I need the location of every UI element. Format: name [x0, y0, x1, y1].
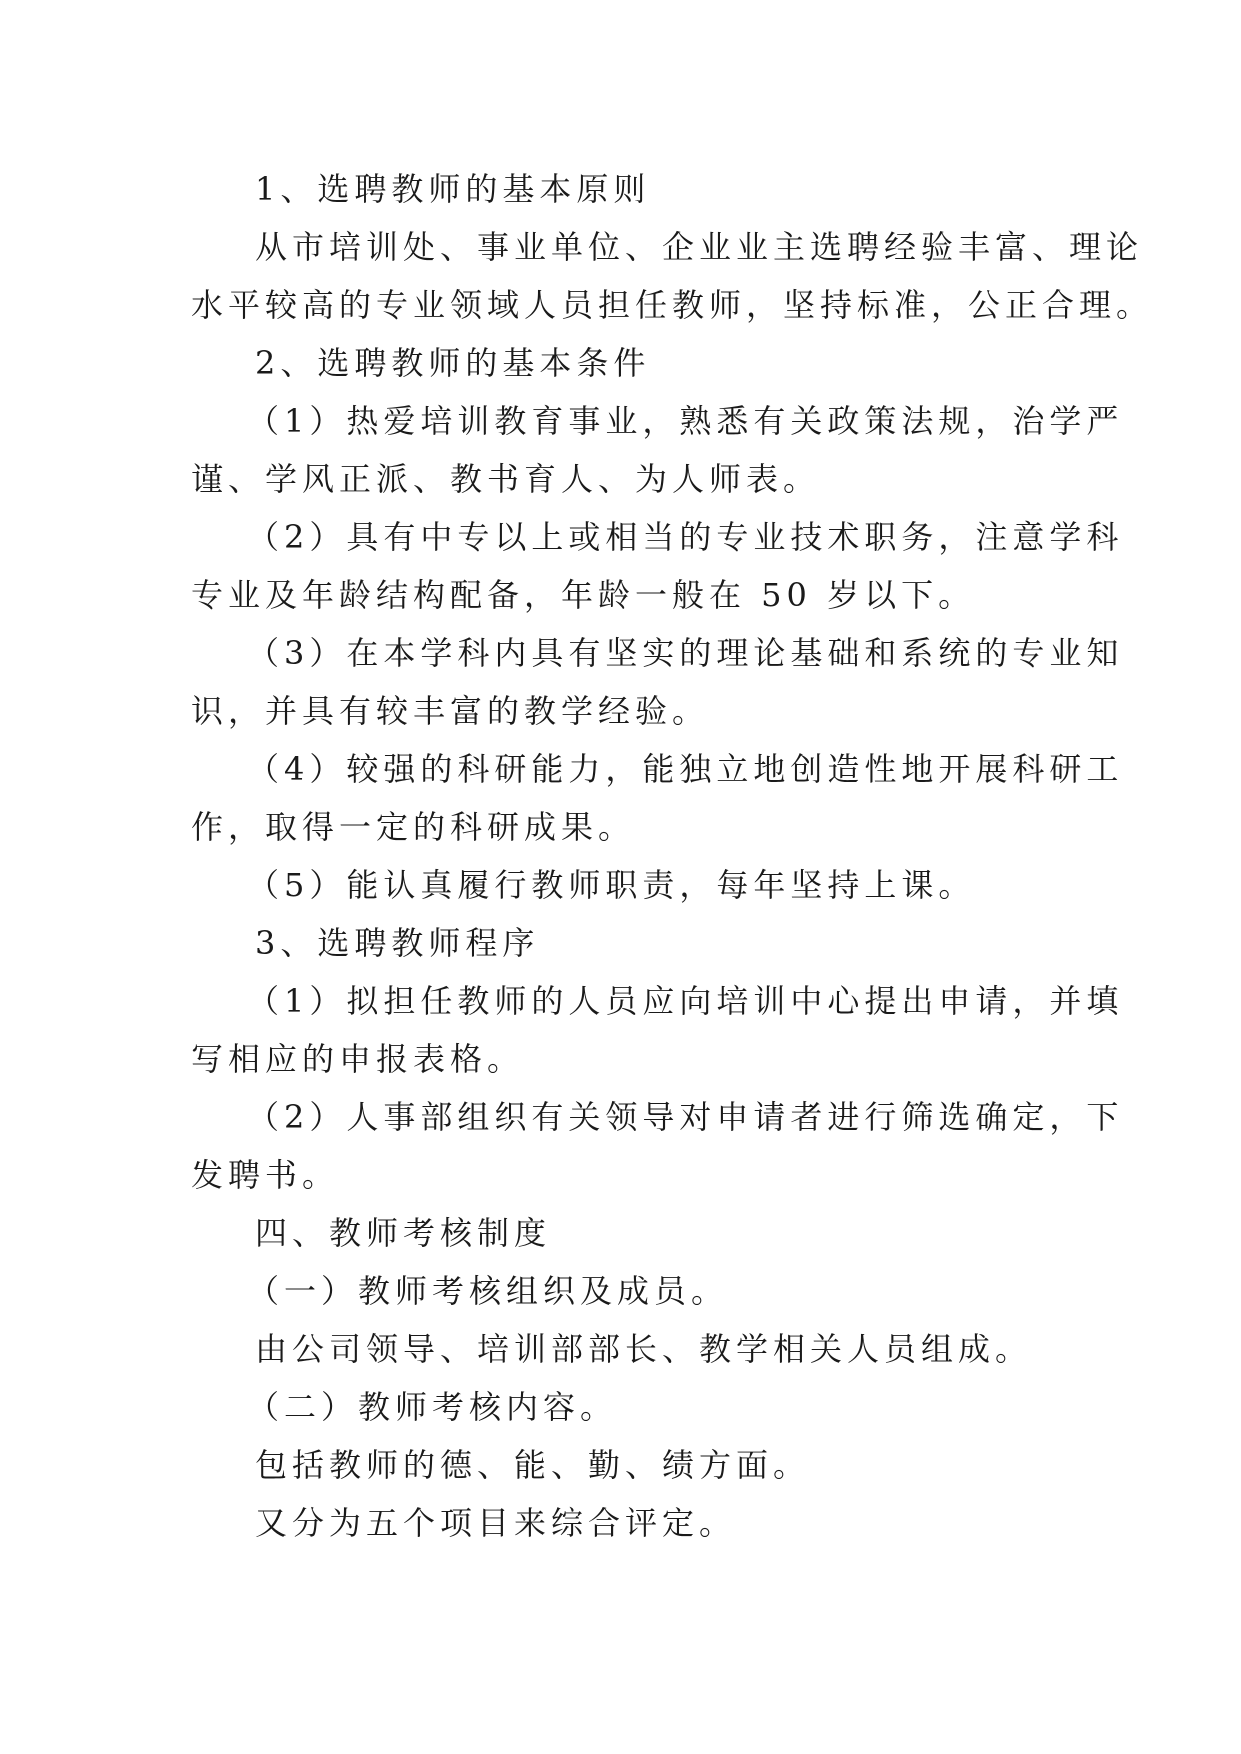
paragraph-line: 识，并具有较丰富的教学经验。 [191, 692, 710, 730]
paragraph-line: 2、选聘教师的基本条件 [255, 344, 651, 382]
paragraph-line: （2）具有中专以上或相当的专业技术职务，注意学科 [247, 518, 1124, 556]
paragraph-line: 3、选聘教师程序 [255, 924, 540, 962]
paragraph-line: 写相应的申报表格。 [191, 1040, 525, 1078]
paragraph-line: 由公司领导、培训部部长、教学相关人员组成。 [255, 1330, 1033, 1368]
paragraph-line: （4）较强的科研能力，能独立地创造性地开展科研工 [247, 750, 1124, 788]
paragraph-line: 谨、学风正派、教书育人、为人师表。 [191, 460, 821, 498]
subsection-heading: （一）教师考核组织及成员。 [247, 1272, 729, 1310]
subsection-heading: （二）教师考核内容。 [247, 1388, 618, 1426]
paragraph-line: 专业及年龄结构配备，年龄一般在 50 岁以下。 [191, 576, 976, 614]
paragraph-line: （1）热爱培训教育事业，熟悉有关政策法规，治学严 [247, 402, 1124, 440]
paragraph-line: 作，取得一定的科研成果。 [191, 808, 636, 846]
paragraph-line: 水平较高的专业领域人员担任教师，坚持标准，公正合理。 [191, 286, 1154, 324]
paragraph-line: 从市培训处、事业单位、企业业主选聘经验丰富、理论 [255, 228, 1144, 266]
paragraph-line: 发聘书。 [191, 1156, 340, 1194]
paragraph-line: 1、选聘教师的基本原则 [255, 170, 651, 208]
paragraph-line: （2）人事部组织有关领导对申请者进行筛选确定，下 [247, 1098, 1124, 1136]
paragraph-line: （5）能认真履行教师职责，每年坚持上课。 [247, 866, 976, 904]
section-heading: 四、教师考核制度 [255, 1214, 552, 1252]
paragraph-line: 包括教师的德、能、勤、绩方面。 [255, 1446, 811, 1484]
paragraph-line: （1）拟担任教师的人员应向培训中心提出申请，并填 [247, 982, 1124, 1020]
document-body [191, 160, 1154, 1552]
paragraph-line: （3）在本学科内具有坚实的理论基础和系统的专业知 [247, 634, 1124, 672]
paragraph-line: 又分为五个项目来综合评定。 [255, 1504, 737, 1542]
